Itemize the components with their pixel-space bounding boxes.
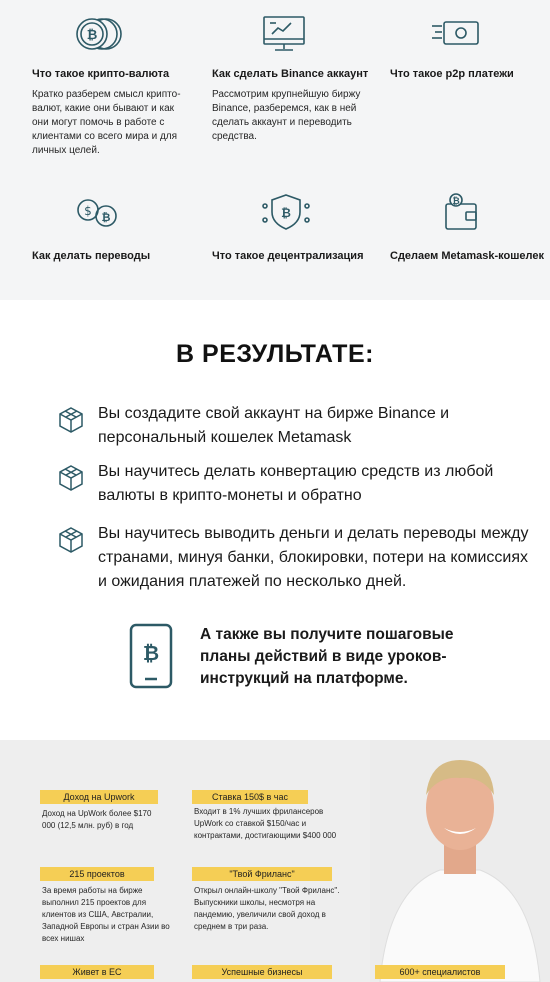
bitcoin-shield-icon (260, 192, 312, 232)
feature-desc: Кратко разберем смысл крипто-валют, какие они бывают и как они могут помочь в работе с клиентами со всего мира и для личных целей. (32, 89, 181, 156)
bitcoin-coins-icon (72, 14, 124, 54)
feature-title: Как делать переводы (32, 250, 151, 262)
author-photo (370, 740, 550, 982)
svg-text:₿: ₿ (281, 206, 291, 220)
stat-label: "Твой Фриланс" (192, 867, 332, 881)
stat-desc: Входит в 1% лучших фрилансеров UpWork со ставкой $150/час и контрактами, достигающими $400 000 (194, 807, 337, 840)
stat-desc: Доход на UpWork более $170 000 (12,5 млн. руб) в год (42, 809, 152, 830)
result-text: Вы создадите свой аккаунт на бирже Binance и персональный кошелек Metamask (98, 405, 450, 446)
feature-title: Что такое децентрализация (212, 250, 364, 262)
svg-text:₿: ₿ (142, 641, 160, 665)
results-section (0, 300, 550, 740)
stat-label: Доход на Upwork (40, 790, 158, 804)
result-text: Вы научитесь делать конвертацию средств из любой валюты в крипто-монеты и обратно (98, 463, 494, 504)
svg-text:₿: ₿ (101, 211, 111, 224)
cube-icon (58, 464, 84, 492)
features-section (0, 0, 550, 300)
stat-label: 600+ специалистов (375, 965, 505, 979)
svg-text:₿: ₿ (452, 197, 460, 207)
result-text: Вы научитесь выводить деньги и делать переводы между странами, минуя банки, блокировки, потери на комиссиях и ожидания платежей по несколько дней. (98, 525, 529, 590)
bonus-text: А также вы получите пошаговые планы действий в виде уроков-инструкций на платформе. (200, 626, 454, 687)
feature-title: Сделаем Metamask-кошелек (390, 250, 545, 262)
stat-label: Ставка 150$ в час (192, 790, 308, 804)
svg-text:₿: ₿ (86, 28, 98, 43)
bonus-block (128, 622, 458, 692)
payment-card-icon (430, 14, 482, 54)
feature-title: Что такое крипто-валюта (32, 68, 170, 80)
feature-title: Как сделать Binance аккаунт (212, 68, 369, 80)
cube-icon (58, 526, 84, 554)
feature-desc: Рассмотрим крупнейшую биржу Binance, разберемся, как в ней сделать аккаунт и переводить средства. (212, 89, 361, 142)
cube-icon (58, 406, 84, 434)
bitcoin-wallet-icon (434, 192, 486, 232)
svg-text:$: $ (84, 204, 92, 218)
stat-desc: За время работы на бирже выполнил 215 проектов для клиентов из США, Австралии, Западной Европы и стран Азии во всех нишах (42, 886, 170, 943)
feature-title: Что такое p2p платежи (390, 68, 514, 80)
stat-desc: Открыл онлайн-школу "Твой Фриланс". Выпускники школы, несмотря на пандемию, увеличили свой доход в среднем в три раза. (194, 886, 340, 931)
stat-label: Живет в ЕС (40, 965, 154, 979)
stat-label: 215 проектов (40, 867, 154, 881)
currency-exchange-icon (72, 192, 124, 232)
monitor-chart-icon (258, 14, 310, 54)
results-title: В РЕЗУЛЬТАТЕ: (176, 340, 374, 368)
bitcoin-phone-icon (128, 622, 174, 690)
stat-label: Успешные бизнесы (192, 965, 332, 979)
